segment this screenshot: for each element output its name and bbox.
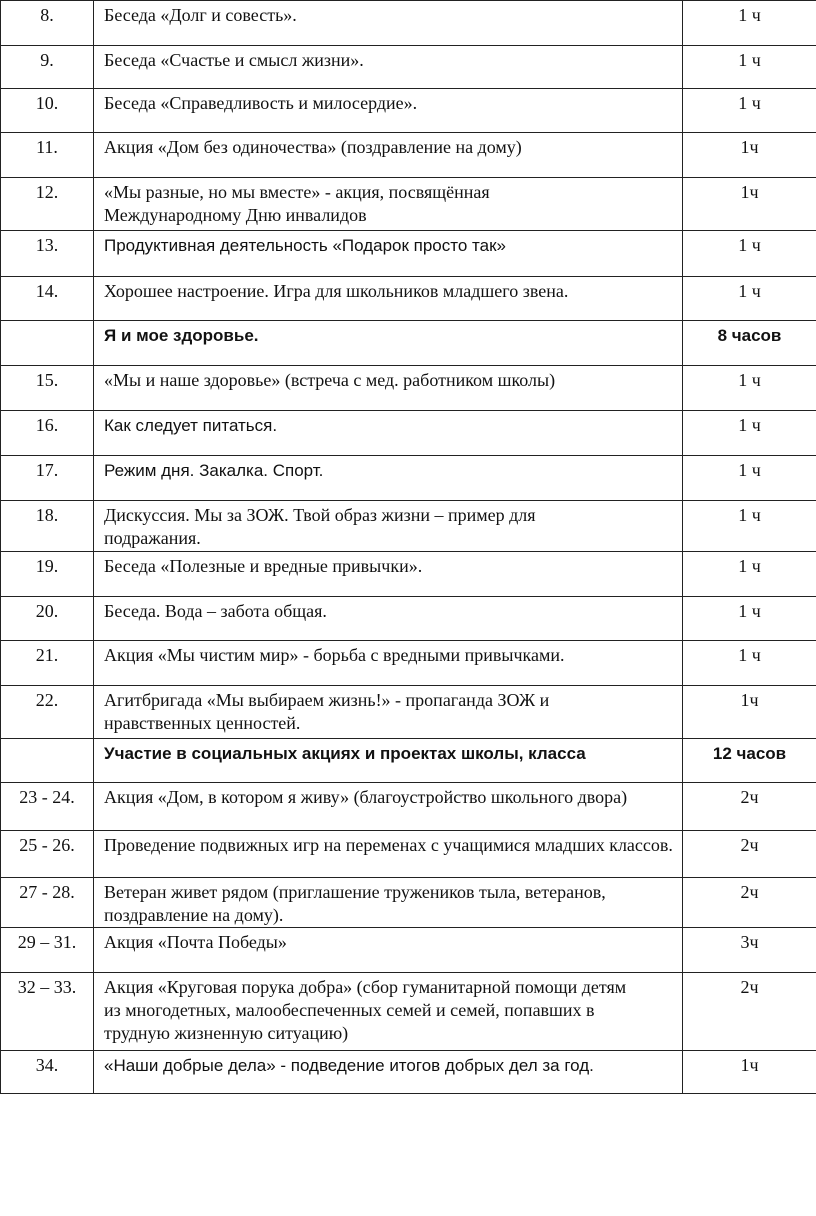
- row-topic: Акция «Почта Победы»: [94, 928, 683, 973]
- row-hours: 3ч: [683, 928, 816, 973]
- table-row: [1, 89, 816, 133]
- row-number: [1, 739, 94, 783]
- section-header-row: [1, 739, 816, 783]
- row-number: 15.: [1, 366, 94, 411]
- table-row: [1, 686, 816, 739]
- row-topic: Акция «Мы чистим мир» - борьба с вредными привычками.: [94, 641, 683, 686]
- row-hours: 2ч: [683, 973, 816, 1051]
- table-row: [1, 783, 816, 831]
- row-number: 10.: [1, 89, 94, 133]
- row-number: 17.: [1, 456, 94, 501]
- row-hours: 1 ч: [683, 366, 816, 411]
- row-topic: Беседа «Долг и совесть».: [94, 1, 683, 46]
- row-topic: Агитбригада «Мы выбираем жизнь!» - пропаганда ЗОЖ и нравственных ценностей.: [94, 686, 683, 739]
- row-number: 14.: [1, 277, 94, 321]
- table-row: [1, 597, 816, 641]
- row-hours: 1 ч: [683, 89, 816, 133]
- row-hours: 1 ч: [683, 552, 816, 597]
- row-number: 23 - 24.: [1, 783, 94, 831]
- row-number: 20.: [1, 597, 94, 641]
- row-topic: Беседа «Счастье и смысл жизни».: [94, 46, 683, 89]
- section-title: Участие в социальных акциях и проектах школы, класса: [94, 739, 683, 783]
- row-number: 34.: [1, 1051, 94, 1094]
- row-topic: «Наши добрые дела» - подведение итогов добрых дел за год.: [94, 1051, 683, 1094]
- row-number: 21.: [1, 641, 94, 686]
- row-topic: «Мы разные, но мы вместе» - акция, посвящённая Международному Дню инвалидов: [94, 178, 683, 231]
- row-topic: Акция «Дом без одиночества» (поздравление на дому): [94, 133, 683, 178]
- row-number: 22.: [1, 686, 94, 739]
- table-row: [1, 1, 816, 46]
- row-hours: 1 ч: [683, 456, 816, 501]
- row-topic: Режим дня. Закалка. Спорт.: [94, 456, 683, 501]
- table-row: [1, 46, 816, 89]
- row-number: 19.: [1, 552, 94, 597]
- row-hours: 1ч: [683, 133, 816, 178]
- row-topic: Акция «Круговая порука добра» (сбор гуманитарной помощи детям из многодетных, малообеспеченных семей и семей, попавших в трудную жизненную ситуацию): [94, 973, 683, 1051]
- table-row: [1, 456, 816, 501]
- row-hours: 1 ч: [683, 277, 816, 321]
- row-number: 32 – 33.: [1, 973, 94, 1051]
- row-topic: Продуктивная деятельность «Подарок просто так»: [94, 231, 683, 277]
- row-number: 11.: [1, 133, 94, 178]
- table-row: [1, 277, 816, 321]
- row-hours: 1 ч: [683, 1, 816, 46]
- section-hours: 12 часов: [683, 739, 816, 783]
- table-row: [1, 552, 816, 597]
- table-row: [1, 878, 816, 928]
- row-number: 12.: [1, 178, 94, 231]
- row-topic: Беседа «Справедливость и милосердие».: [94, 89, 683, 133]
- row-hours: 1 ч: [683, 501, 816, 552]
- row-topic: Дискуссия. Мы за ЗОЖ. Твой образ жизни – пример для подражания.: [94, 501, 683, 552]
- row-number: 27 - 28.: [1, 878, 94, 928]
- section-header-row: [1, 321, 816, 366]
- row-hours: 2ч: [683, 783, 816, 831]
- row-number: 25 - 26.: [1, 831, 94, 878]
- row-topic: Хорошее настроение. Игра для школьников младшего звена.: [94, 277, 683, 321]
- table-row: [1, 973, 816, 1051]
- row-number: 13.: [1, 231, 94, 277]
- table-row: [1, 641, 816, 686]
- table-row: [1, 366, 816, 411]
- row-topic: Акция «Дом, в котором я живу» (благоустройство школьного двора): [94, 783, 683, 831]
- table-row: [1, 178, 816, 231]
- row-topic: Беседа. Вода – забота общая.: [94, 597, 683, 641]
- row-hours: 1ч: [683, 178, 816, 231]
- section-hours: 8 часов: [683, 321, 816, 366]
- row-topic: Ветеран живет рядом (приглашение тружеников тыла, ветеранов, поздравление на дому).: [94, 878, 683, 928]
- row-number: [1, 321, 94, 366]
- row-topic: Как следует питаться.: [94, 411, 683, 456]
- row-hours: 1ч: [683, 686, 816, 739]
- row-hours: 1 ч: [683, 597, 816, 641]
- table-row: [1, 231, 816, 277]
- table-row: [1, 1051, 816, 1094]
- row-hours: 2ч: [683, 831, 816, 878]
- row-hours: 1 ч: [683, 231, 816, 277]
- table-row: [1, 831, 816, 878]
- row-hours: 1 ч: [683, 641, 816, 686]
- table-row: [1, 411, 816, 456]
- table-row: [1, 133, 816, 178]
- row-number: 8.: [1, 1, 94, 46]
- section-title: Я и мое здоровье.: [94, 321, 683, 366]
- row-hours: 1 ч: [683, 46, 816, 89]
- row-number: 9.: [1, 46, 94, 89]
- table-row: [1, 501, 816, 552]
- row-hours: 1ч: [683, 1051, 816, 1094]
- row-hours: 2ч: [683, 878, 816, 928]
- table-row: [1, 928, 816, 973]
- row-topic: «Мы и наше здоровье» (встреча с мед. работником школы): [94, 366, 683, 411]
- row-number: 29 – 31.: [1, 928, 94, 973]
- row-hours: 1 ч: [683, 411, 816, 456]
- row-number: 16.: [1, 411, 94, 456]
- row-topic: Беседа «Полезные и вредные привычки».: [94, 552, 683, 597]
- row-topic: Проведение подвижных игр на переменах с учащимися младших классов.: [94, 831, 683, 878]
- row-number: 18.: [1, 501, 94, 552]
